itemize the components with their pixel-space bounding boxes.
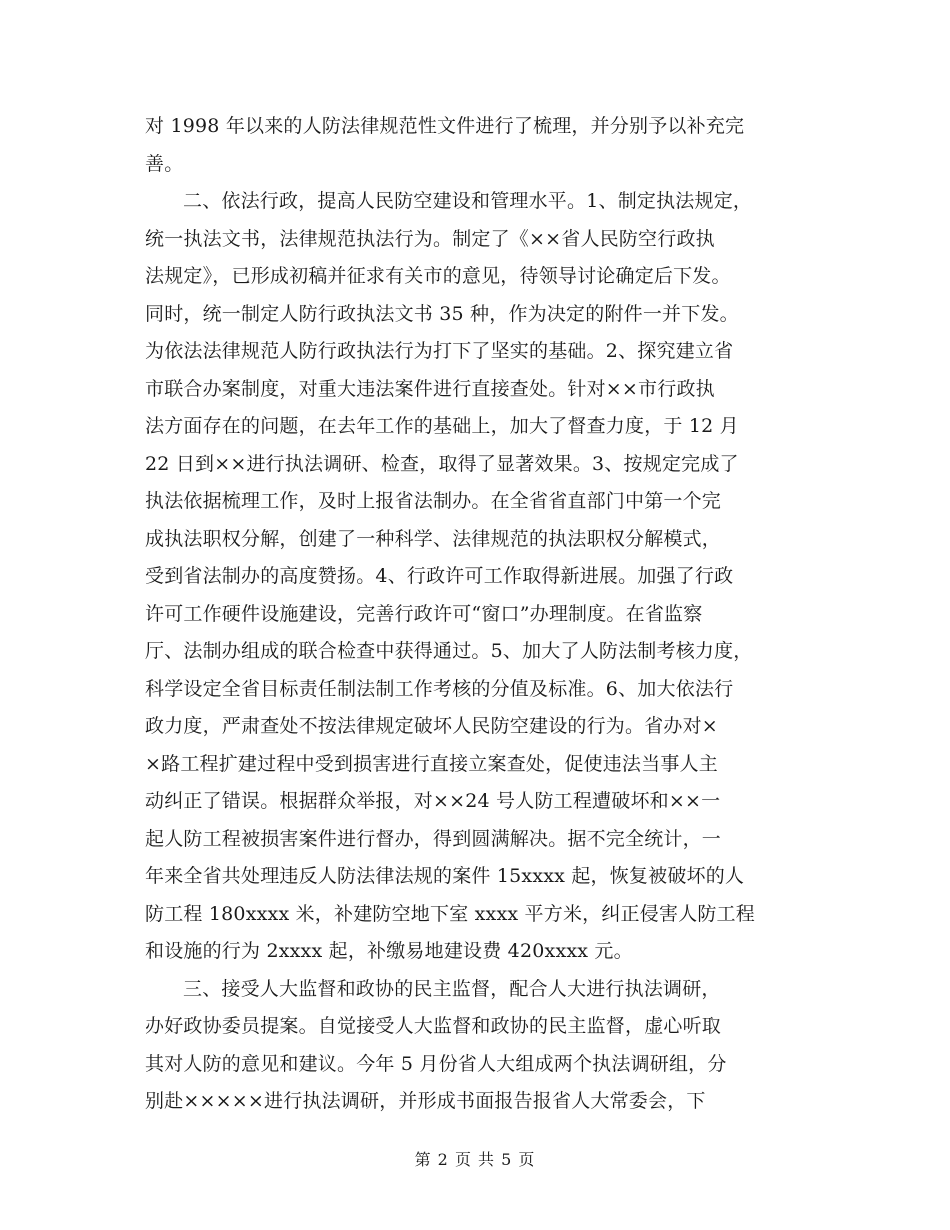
text-line: 年来全省共处理违反人防法律法规的案件 15xxxx 起，恢复被破坏的人 <box>145 865 745 887</box>
text-line: 动纠正了错误。根据群众举报，对××24 号人防工程遭破坏和××一 <box>145 790 721 812</box>
text-line: 统一执法文书，法律规范执法行为。制定了《××省人民防空行政执 <box>145 227 715 250</box>
text-line: 许可工作硬件设施建设，完善行政许可“窗口”办理制度。在省监察 <box>145 602 703 625</box>
page-number-footer: 第 2 页 共 5 页 <box>414 1150 536 1169</box>
text-line-paragraph-start: 二、依法行政，提高人民防空建设和管理水平。1、制定执法规定， <box>183 190 753 212</box>
text-line: 受到省法制办的高度赞扬。4、行政许可工作取得新进展。加强了行政 <box>145 565 734 587</box>
text-line-paragraph-start: 三、接受人大监督和政协的民主监督，配合人大进行执法调研， <box>183 977 721 1000</box>
text-line: 办好政协委员提案。自觉接受人大监督和政协的民主监督，虚心听取 <box>145 1015 722 1037</box>
text-line: 对 1998 年以来的人防法律规范性文件进行了梳理，并分别予以补充完 <box>145 115 745 137</box>
text-line: 22 日到××进行执法调研、检查，取得了显著效果。3、按规定完成了 <box>145 452 739 475</box>
text-line: 科学设定全省目标责任制法制工作考核的分值及标准。6、加大依法行 <box>145 677 734 700</box>
text-line: 同时，统一制定人防行政执法文书 35 种，作为决定的附件一并下发。 <box>145 302 739 325</box>
document-body <box>145 108 825 1121</box>
text-line: 市联合办案制度，对重大违法案件进行直接查处。针对××市行政执 <box>145 377 715 400</box>
text-line: 起人防工程被损害案件进行督办，得到圆满解决。据不完全统计，一 <box>145 827 722 850</box>
text-line: 为依法法律规范人防行政执法行为打下了坚实的基础。2、探究建立省 <box>145 340 734 362</box>
text-line: 成执法职权分解，创建了一种科学、法律规范的执法职权分解模式， <box>145 527 722 550</box>
text-line: 政力度，严肃查处不按法律规定破坏人民防空建设的行为。省办对× <box>145 715 718 737</box>
text-line: 和设施的行为 2xxxx 起，补缴易地建设费 420xxxx 元。 <box>145 940 633 962</box>
text-line: ×路工程扩建过程中受到损害进行直接立案查处，促使违法当事人主 <box>145 752 718 775</box>
text-line: 执法依据梳理工作，及时上报省法制办。在全省省直部门中第一个完 <box>145 490 722 512</box>
text-line: 其对人防的意见和建议。今年 5 月份省人大组成两个执法调研组，分 <box>145 1052 727 1075</box>
text-line: 善。 <box>145 152 184 175</box>
text-line: 法规定》，已形成初稿并征求有关市的意见，待领导讨论确定后下发。 <box>145 265 731 287</box>
text-line: 防工程 180xxxx 米，补建防空地下室 xxxx 平方米，纠正侵害人防工程 <box>145 902 755 925</box>
text-line: 厅、法制办组成的联合检查中获得通过。5、加大了人防法制考核力度， <box>145 640 753 662</box>
text-line: 法方面存在的问题，在去年工作的基础上，加大了督查力度，于 12 月 <box>145 415 739 437</box>
text-line: 别赴×××××进行执法调研，并形成书面报告报省人大常委会，下 <box>145 1090 706 1112</box>
